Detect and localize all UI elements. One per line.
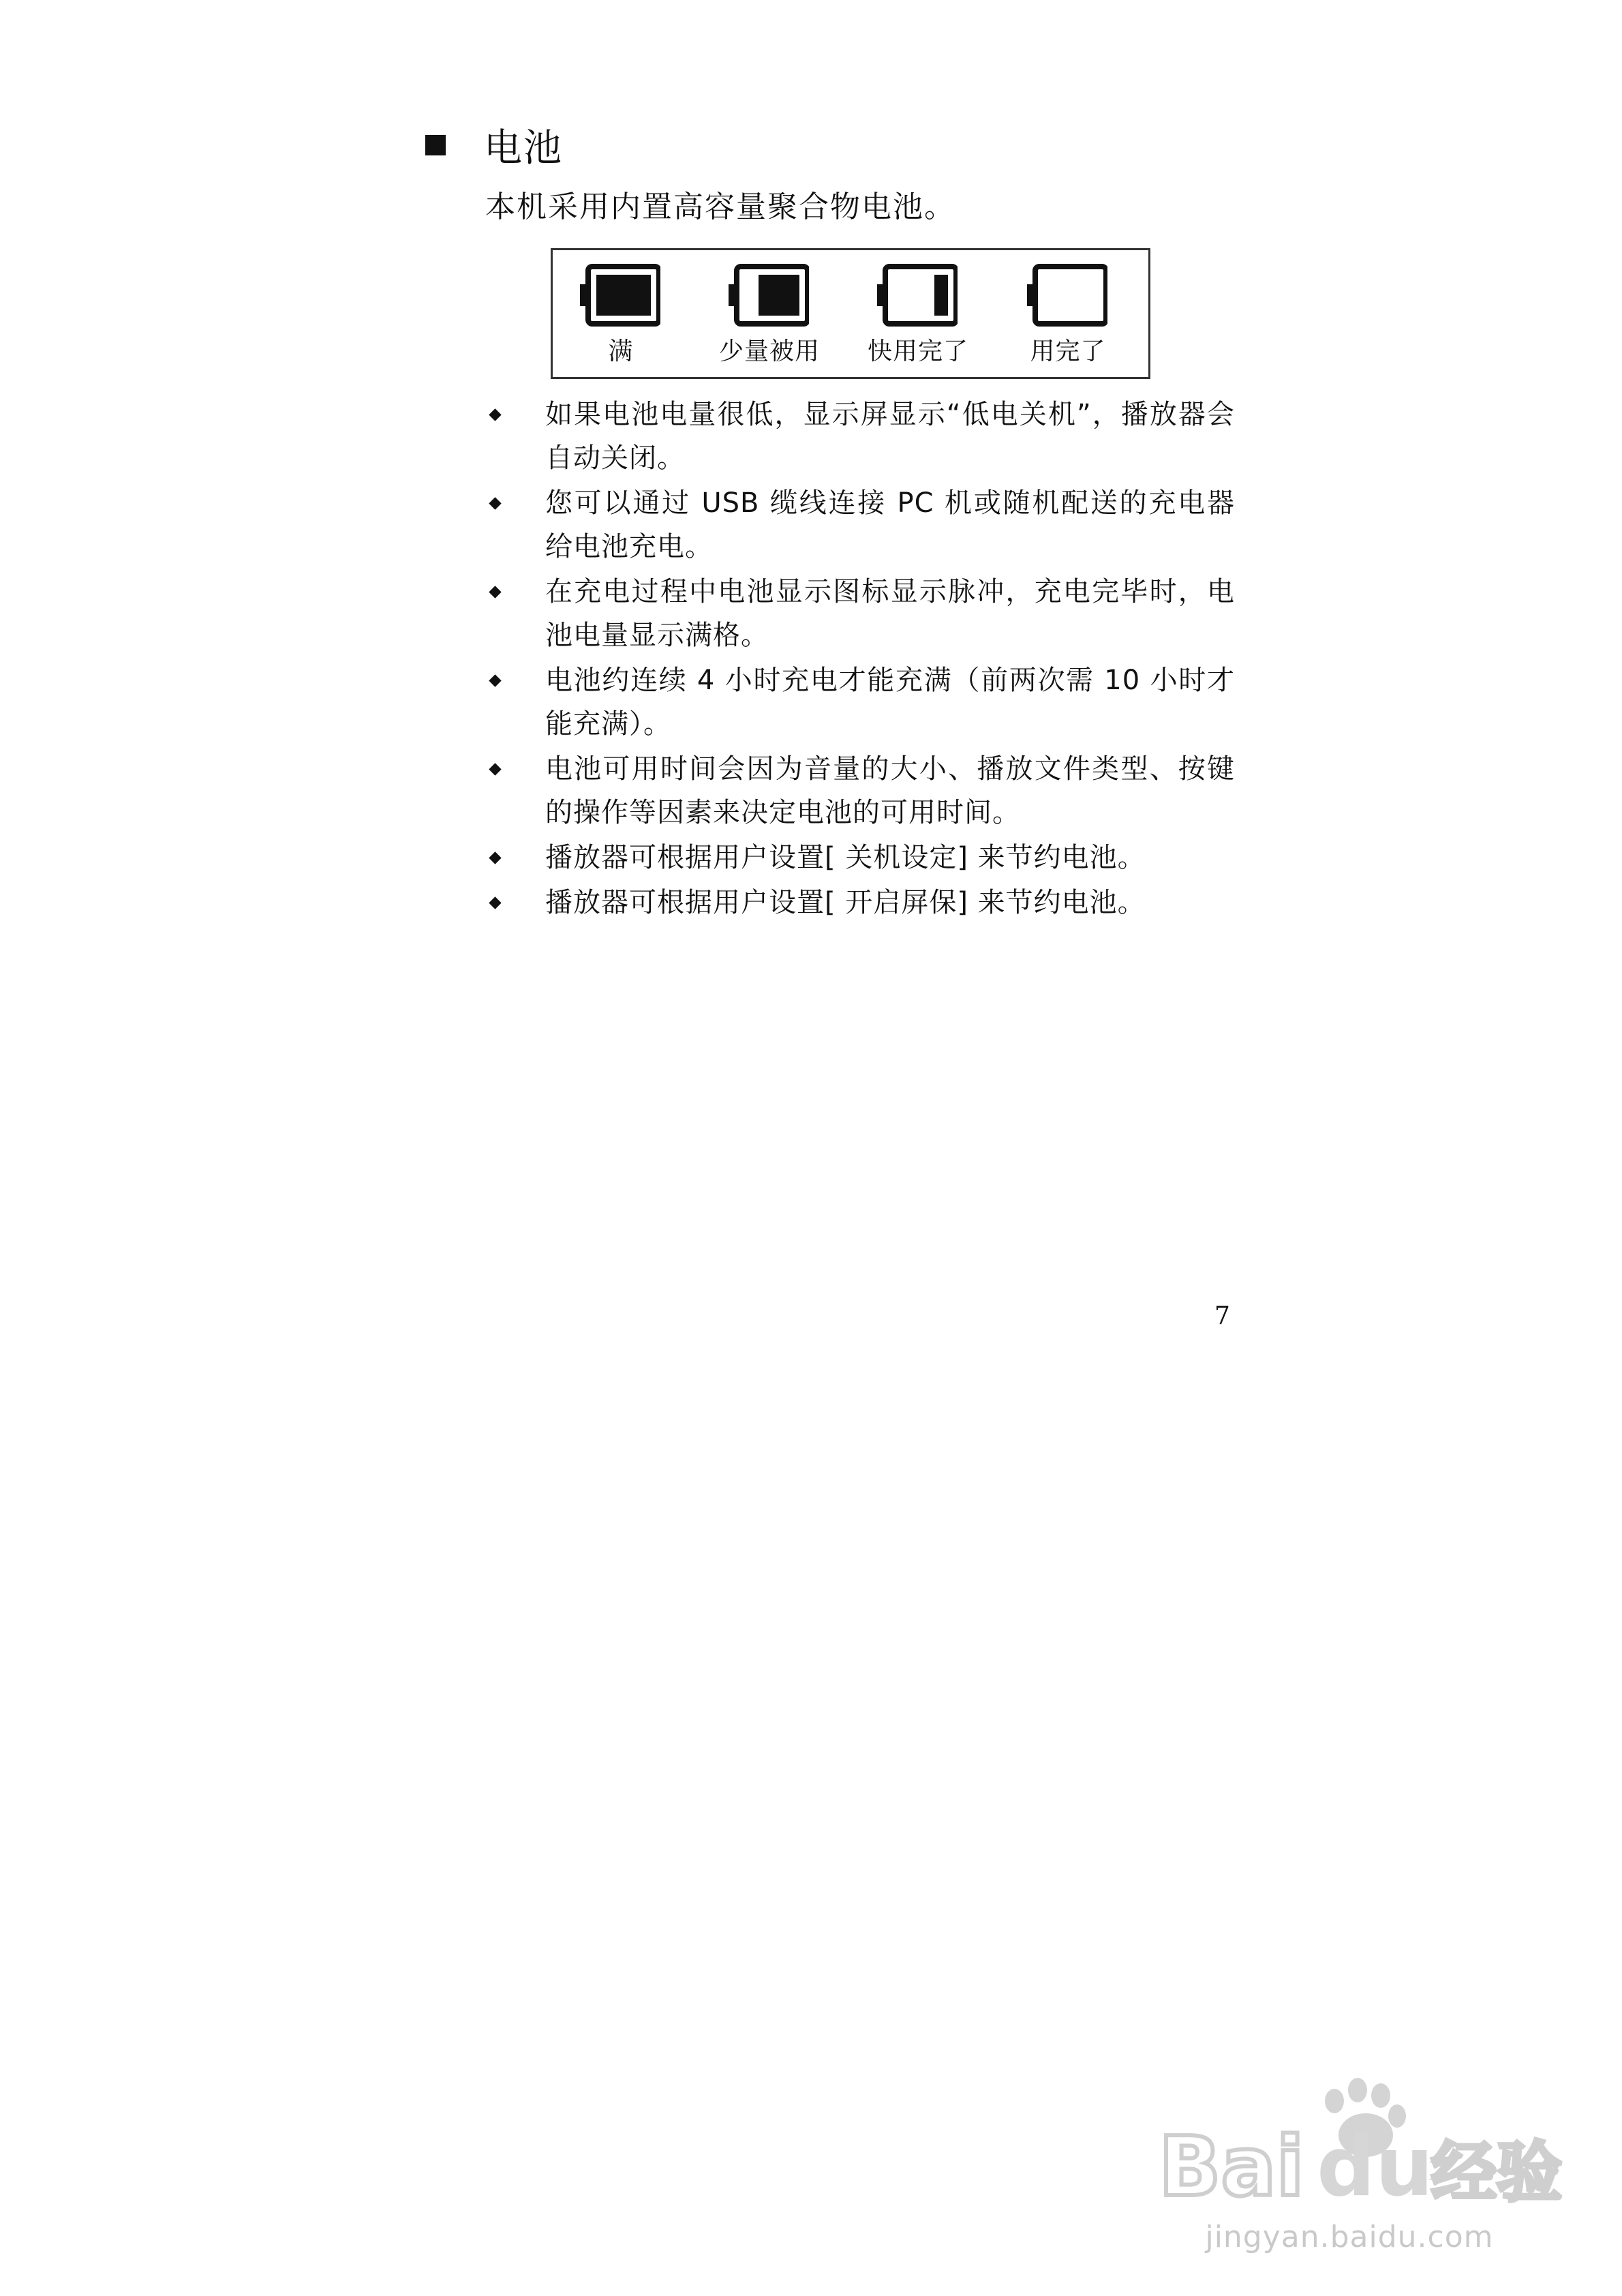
battery-empty-icon [1027,264,1107,327]
list-item: 如果电池电量很低，显示屏显示“低电关机”，播放器会自动关闭。 [485,393,1235,480]
diamond-bullet-icon [489,674,501,686]
battery-label: 少量被用 [718,337,820,365]
bullet-square-icon [425,135,446,155]
watermark-url: jingyan.baidu.com [1205,2220,1494,2254]
svg-text:Bai: Bai [1159,2120,1304,2215]
battery-partial [701,250,838,377]
baidu-jingyan-watermark [1159,2059,1595,2263]
battery-level-figure [551,248,1150,379]
battery-label: 满 [608,337,634,365]
battery-low [850,250,986,377]
diamond-bullet-icon [489,408,501,421]
list-item: 播放器可根据用户设置[ 开启屏保] 来节约电池。 [485,881,1235,924]
diamond-bullet-icon [489,586,501,598]
svg-text:du: du [1317,2120,1434,2215]
battery-empty [1000,250,1136,377]
diamond-bullet-icon [489,896,501,909]
battery-notes-list [485,393,1235,926]
battery-full [553,250,689,377]
battery-label: 快用完了 [867,337,968,365]
diamond-bullet-icon [489,763,501,775]
section-title: 电池 [484,126,563,170]
list-item: 您可以通过 USB 缆线连接 PC 机或随机配送的充电器给电池充电。 [485,481,1235,569]
page-number: 7 [1214,1302,1230,1330]
svg-text:经验: 经验 [1431,2134,1562,2211]
baidu-logo-icon [1159,2059,1567,2216]
diamond-bullet-icon [489,851,501,864]
diamond-bullet-icon [489,497,501,509]
intro-text: 本机采用内置高容量聚合物电池。 [485,190,955,224]
list-item: 播放器可根据用户设置[ 关机设定] 来节约电池。 [485,836,1235,879]
battery-full-icon [580,264,660,327]
list-item: 在充电过程中电池显示图标显示脉冲，充电完毕时，电池电量显示满格。 [485,570,1235,657]
battery-label: 用完了 [1030,337,1106,365]
section-heading [425,115,563,176]
list-item: 电池可用时间会因为音量的大小、播放文件类型、按键的操作等因素来决定电池的可用时间。 [485,747,1235,834]
battery-mostly-full-icon [729,264,809,327]
battery-low-icon [877,264,958,327]
list-item: 电池约连续 4 小时充电才能充满（前两次需 10 小时才能充满）。 [485,659,1235,746]
